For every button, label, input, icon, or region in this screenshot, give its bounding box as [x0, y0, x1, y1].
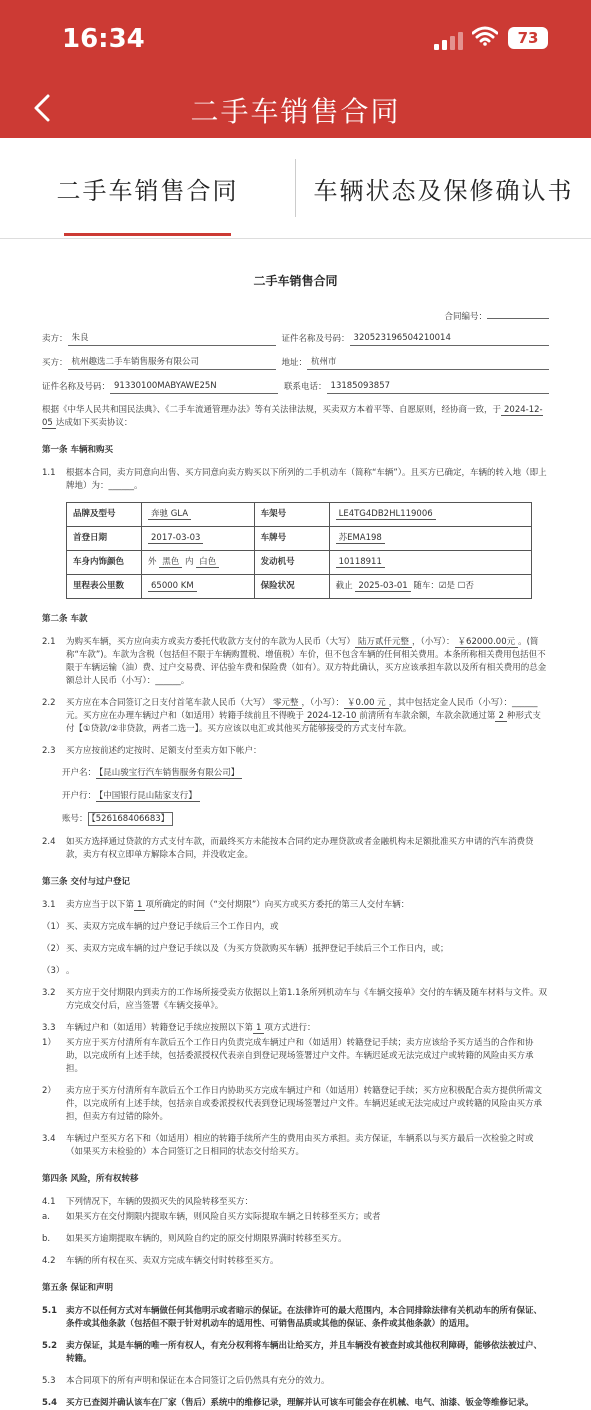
tab-sales-contract[interactable] — [0, 171, 295, 206]
clause-5-1: 5.1 卖方不以任何方式对车辆做任何其他明示或者暗示的保证。在法律许可的最大范围内，本合同排除法律有关机动车的所有保证、条件或其他条款（包括但不限于针对机动车的适用性、可销售品质或其他的保证、条件或其他条款）的适用。 — [42, 1306, 543, 1329]
contract-document[interactable] — [0, 275, 591, 1410]
seller-row: 卖方： 朱良 证件名称及号码： 320523196504210014 — [42, 332, 549, 346]
clause-3-3-1: 1） 买方应于买方付清所有车款后五个工作日内负责完成车辆过户和（如适用）转籍登记手续；卖方应该给予买方适当的合作和协助，以完成所有上述手续，包括委派授权代表亲自到登记现场签署过户文件。车辆迟延或无法完成过户或转籍的风险由买方承担。 — [42, 1038, 534, 1074]
contract-number-row: 合同编号： — [42, 306, 549, 324]
buyer-address: 杭州市 — [307, 356, 549, 370]
section-1-heading: 第一条 车辆和购买 — [42, 445, 113, 455]
clause-4-1-a: a. 如果买方在交付期限内提取车辆，则风险自买方实际提取车辆之日转移至买方；或者 — [42, 1212, 381, 1222]
vehicle-registration-date: 2017-03-03 — [142, 527, 255, 551]
seller-name: 朱良 — [68, 332, 276, 346]
clause-4-1-b: b. 如果买方逾期提取车辆的，则风险自约定的原交付期限界满时转移至买方。 — [42, 1234, 347, 1244]
vehicle-info-table: 品牌及型号 奔驰 GLA 车架号 LE4TG4DB2HL119006 首登日期 2017-03-03 车牌号 苏EMA198 车身内饰颜色 外 黑色 内 白色 发动机号 10118911 里程表公里数 65000 KM 保险状况 截止 2025-03-01 随车：☑是 ☐否 — [66, 502, 532, 599]
account-number: 账号： 【526168406683】 — [62, 813, 549, 826]
clause-5-2: 5.2 卖方保证，其是车辆的唯一所有权人，有充分权利将车辆出让给买方，并且车辆没有被查封或其他权利障碍，能够依法被过户、转籍。 — [42, 1341, 543, 1364]
status-bar — [0, 0, 591, 80]
clause-3-4: 3.4 车辆过户至买方名下和（如适用）相应的转籍手续所产生的费用由买方承担。卖方保证，车辆系以与买方最后一次检验之时或（如果买方未检验的）本合同签订之日相同的状态交付给买方。 — [42, 1134, 534, 1157]
vehicle-insurance: 截止 2025-03-01 随车：☑是 ☐否 — [329, 575, 531, 599]
account-holder: 开户名： 【昆山骏宝行汽车销售服务有限公司】 — [62, 767, 549, 780]
buyer-name: 杭州趣选二手车销售服务有限公司 — [68, 356, 276, 370]
clause-4-1: 4.1 下列情况下，车辆的毁损灭失的风险转移至买方： — [42, 1197, 254, 1207]
buyer-row: 买方： 杭州趣选二手车销售服务有限公司 地址： 杭州市 — [42, 356, 549, 370]
cellular-signal-icon — [434, 30, 463, 50]
vehicle-plate: 苏EMA198 — [329, 527, 531, 551]
seller-id: 320523196504210014 — [350, 332, 549, 346]
section-5-heading: 第五条 保证和声明 — [42, 1283, 113, 1293]
account-bank: 开户行： 【中国银行昆山陆家支行】 — [62, 790, 549, 803]
clause-3-3: 3.3 车辆过户和（如适用）转籍登记手续应按照以下第 1 项方式进行： — [42, 1023, 316, 1033]
clause-2-1: 2.1 为购买车辆，买方应向卖方或卖方委托代收款方支付的车款为人民币（大写） 陆万贰仟元整 ，（小写）： ￥62000.00元 。(简称“车款”)。车款为含税（包括但不限于车辆购置税、增值税）车价，但不包含车辆的任何相关费用。本条所称相关费用包括但不限于车辆运输（油）费、过户交易费、评估验车费和保险费（如有）。双方特此确认，买方应该承担车款以及所有相关费用的总金额总计人民币（小写）：______。 — [42, 637, 547, 686]
section-3-heading: 第三条 交付与过户登记 — [42, 877, 130, 887]
clause-2-2: 2.2 买方应在本合同签订之日支付首笔车款人民币（大写） 零元整 ，（小写）： ￥0.00 元 ，其中包括定金人民币（小写）：______元。买方应在办理车辆过户和（如适用）转籍手续前且不得晚于 2024-12-10 前清所有车款余额，车款余款通过第 2 种形式支付【①贷款/②非贷款，两者二选一】。买方应该以电汇或其他买方能够接受的方式支付车款。 — [42, 698, 541, 734]
section-2-heading: 第二条 车款 — [42, 614, 88, 624]
tab-vehicle-status[interactable] — [296, 171, 591, 206]
clause-3-1-1: （1） 买、卖双方完成车辆的过户登记手续后三个工作日内，或 — [42, 922, 279, 932]
preamble-date: 2024-12-05 — [42, 405, 543, 428]
clause-2-3: 2.3 买方应按前述约定按时、足额支付至卖方如下帐户： — [42, 746, 262, 756]
buyer-cert: 91330100MABYAWE25N — [110, 380, 278, 394]
tab-label: 车辆状态及保修确认书 — [313, 176, 574, 205]
clause-2-4: 2.4 如买方选择通过贷款的方式支付车款，而最终买方未能按本合同约定办理贷款或者金融机构未足额批准买方申请的汽车消费贷款，卖方有权立即单方解除本合同，并没收定金。 — [42, 837, 534, 860]
vehicle-colors: 外 黑色 内 白色 — [142, 551, 255, 575]
clause-3-1: 3.1 卖方应当于以下第 1 项所确定的时间（“交付期限”）向买方或买方委托的第三人交付车辆： — [42, 900, 410, 910]
buyer-phone: 13185093857 — [327, 380, 549, 394]
active-tab-indicator — [64, 233, 231, 236]
app-header — [0, 0, 591, 138]
status-time: 16:34 — [62, 24, 145, 54]
preamble: 根据《中华人民共和国民法典》、《二手车流通管理办法》等有关法律法规，买卖双方本着平等、自愿原则，经协商一致，于 2024-12-05 达成如下买卖协议： — [42, 405, 543, 428]
clause-3-2: 3.2 买方应于交付期限内到卖方的工作场所接受卖方依据以上第1.1条所列机动车与《车辆交接单》交付的车辆及随车材料与文件。双方完成交付后，应当签署《车辆交接单》。 — [42, 988, 548, 1011]
nav-bar — [0, 80, 591, 138]
clause-3-3-2: 2） 卖方应于买方付清所有车款后五个工作日内协助买方完成车辆过户和（如适用）转籍登记手续；买方应积极配合卖方提供所需文件，以完成所有上述手续，包括亲自或委派授权代表到登记现场签署过户文件。车辆迟延或无法完成过户或转籍的风险由买方承担，但卖方有过错的除外。 — [42, 1086, 543, 1122]
clause-5-4: 5.4 买方已查阅并确认该车在厂家（售后）系统中的维修记录，理解并认可该车可能会存在机械、电气、油漆、钣金等维修记录。 — [42, 1398, 534, 1408]
wifi-icon — [472, 26, 498, 46]
clause-1-1: 1.1 根据本合同，卖方同意向出售、买方同意向卖方购买以下所列的二手机动车（简称“车辆”）。且买方已确定，车辆的转入地（即上牌地）为：______。 — [42, 468, 547, 491]
clause-5-3: 5.3 本合同项下的所有声明和保证在本合同签订之后仍然具有充分的效力。 — [42, 1376, 330, 1386]
battery-indicator: 73 — [508, 27, 548, 49]
contract-number-blank — [487, 306, 549, 319]
buyer-cert-row: 证件名称及号码： 91330100MABYAWE25N 联系电话： 13185093857 — [42, 380, 549, 394]
vehicle-vin: LE4TG4DB2HL119006 — [329, 503, 531, 527]
page-title: 二手车销售合同 — [190, 95, 401, 128]
vehicle-brand: 奔驰 GLA — [142, 503, 255, 527]
vehicle-engine-no: 10118911 — [329, 551, 531, 575]
tab-bar — [0, 138, 591, 239]
contract-title: 二手车销售合同 — [253, 274, 338, 288]
tab-label: 二手车销售合同 — [56, 176, 239, 205]
section-4-heading: 第四条 风险，所有权转移 — [42, 1174, 139, 1184]
vehicle-mileage: 65000 KM — [142, 575, 255, 599]
clause-4-2: 4.2 车辆的所有权在买、卖双方完成车辆交付时转移至买方。 — [42, 1256, 279, 1266]
clause-3-1-2: （2） 买、卖双方完成车辆的过户登记手续以及（为买方贷款购买车辆）抵押登记手续后三个工作日内，或； — [42, 944, 449, 954]
clause-3-1-3: （3） 。 — [42, 966, 75, 976]
